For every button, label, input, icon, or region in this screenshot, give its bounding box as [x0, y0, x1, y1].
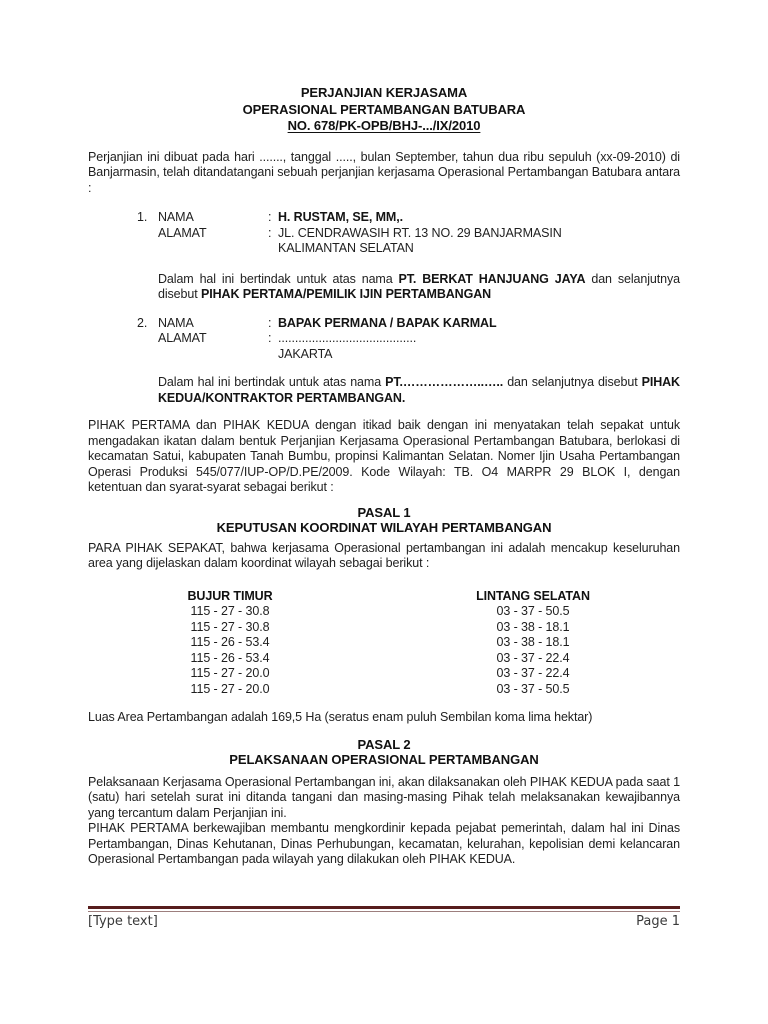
nama-colon: : [268, 315, 272, 330]
party-designation: PIHAK KEDUA/KONTRAKTOR PERTAMBANGAN. [158, 375, 680, 405]
alamat-label: ALAMAT [158, 331, 207, 345]
nama-value: BAPAK PERMANA / BAPAK KARMAL [278, 315, 497, 330]
pasal-2-heading [88, 737, 680, 768]
coord-cell: 03 - 37 - 22.4 [496, 666, 570, 680]
footer-left-text: [Type text] [88, 914, 158, 929]
pasal-1-paragraph: PARA PIHAK SEPAKAT, bahwa kerjasama Operasional pertambangan ini adalah mencakup keseluruhan area yang dijelaskan dalam koordinat wilayah sebagai berikut : [88, 540, 680, 570]
document-title [88, 85, 680, 135]
coord-cell: 03 - 38 - 18.1 [496, 635, 570, 649]
alamat-colon: : [268, 331, 272, 345]
alamat-label: ALAMAT [158, 225, 207, 240]
pasal-1-subtitle: KEPUTUSAN KOORDINAT WILAYAH PERTAMBANGAN [216, 520, 552, 535]
alamat-value [278, 226, 680, 257]
company-name: PT. BERKAT HANJUANG JAYA [398, 271, 586, 286]
alamat-colon: : [268, 225, 272, 240]
title-line-1: PERJANJIAN KERJASAMA [300, 85, 468, 100]
footer-page-number: Page 1 [636, 914, 680, 929]
title-line-2: OPERASIONAL PERTAMBANGAN BATUBARA [242, 101, 526, 117]
note-text: Dalam hal ini bertindak untuk atas nama [158, 375, 386, 389]
pasal-1-title: PASAL 1 [357, 504, 411, 520]
coord-cell: 115 - 27 - 30.8 [190, 604, 270, 618]
agreement-paragraph: PIHAK PERTAMA dan PIHAK KEDUA dengan itikad baik dengan ini menyatakan telah sepakat untuk mengadakan ikatan dalam bentuk Perjanjian Kerjasama Operasional Pertambangan Batubara, berlokasi di kecamatan Satui, kabupaten Tanah Bumbu, propinsi Kalimantan Selatan. Nomer Ijin Usaha Pertambangan Operasi Produksi 545/077/IUP-OP/D.PE/2009. Kode Wilayah: TB. O4 MARPR 29 BLOK I, dengan ketentuan dan syarat-syarat sebagai berikut : [88, 418, 680, 494]
note-text: dan selanjutnya disebut [158, 271, 680, 301]
coord-cell: 03 - 38 - 18.1 [496, 619, 570, 634]
coord-cell: 115 - 27 - 20.0 [190, 681, 270, 696]
alamat-value [278, 331, 680, 362]
nama-value: H. RUSTAM, SE, MM,. [278, 210, 403, 224]
lintang-selatan-column [433, 589, 633, 698]
party-number: 1. [137, 210, 148, 224]
pasal-2-paragraph-2: PIHAK PERTAMA berkewajiban membantu mengkordinir kepada pejabat pemerintah, dalam hal ini Dinas Pertambangan, Dinas Kehutanan, Dinas Perhubungan, kecamatan, kelurahan, kepolisian demi kelancaran Operasional Pertambangan pada wilayah yang dilakukan oleh PIHAK KEDUA. [88, 821, 680, 866]
intro-paragraph: Perjanjian ini dibuat pada hari ......., tanggal ....., bulan September, tahun dua ribu sepuluh (xx-09-2010) di Banjarmasin, telah ditandatangani sebuah perjanjian kerjasama Operasional Pertambangan Batubara antara : [88, 149, 680, 195]
party-1-note [158, 272, 680, 303]
coord-col-header-bujur: BUJUR TIMUR [187, 588, 273, 603]
alamat-line-1: JL. CENDRAWASIH RT. 13 NO. 29 BANJARMASIN [278, 225, 562, 240]
company-name: PT.………………..….. [385, 375, 504, 389]
coord-cell: 115 - 26 - 53.4 [190, 635, 270, 649]
luas-area-text: Luas Area Pertambangan adalah 169,5 Ha (seratus enam puluh Sembilan koma lima hektar) [88, 710, 593, 724]
alamat-line-2: JAKARTA [278, 346, 333, 361]
pasal-1-heading [88, 505, 680, 536]
nama-colon: : [268, 210, 272, 224]
coordinates-table [88, 589, 680, 698]
pasal-2-title: PASAL 2 [357, 736, 411, 752]
coord-cell: 03 - 37 - 22.4 [496, 650, 570, 665]
party-2-note [158, 375, 680, 406]
coord-cell: 03 - 37 - 50.5 [496, 681, 570, 696]
bujur-timur-column [130, 589, 330, 698]
note-text: dan selanjutnya disebut [503, 375, 642, 389]
party-number: 2. [137, 315, 148, 330]
footer-rule [88, 906, 680, 912]
party-item-1 [137, 210, 680, 257]
coord-col-header-lintang: LINTANG SELATAN [476, 588, 590, 603]
pasal-2-subtitle: PELAKSANAAN OPERASIONAL PERTAMBANGAN [229, 752, 539, 767]
pasal-2-paragraph-1: Pelaksanaan Kerjasama Operasional Pertambangan ini, akan dilaksanakan oleh PIHAK KEDUA pada saat 1 (satu) hari setelah surat ini ditanda tangani dan masing-masing Pihak telah melaksanakan kewajibannya yang tercantum dalam Perjanjian ini. [88, 774, 680, 820]
nama-label: NAMA [158, 315, 194, 330]
alamat-line-2: KALIMANTAN SELATAN [278, 241, 414, 255]
nama-label: NAMA [158, 210, 194, 224]
note-text: Dalam hal ini bertindak untuk atas nama [158, 271, 399, 286]
document-number: NO. 678/PK-OPB/BHJ-.../IX/2010 [287, 118, 481, 133]
coord-cell: 115 - 26 - 53.4 [190, 650, 270, 665]
alamat-line-1: ......................................... [278, 331, 417, 345]
page-footer [88, 906, 680, 930]
coord-cell: 03 - 37 - 50.5 [496, 604, 570, 618]
party-item-2 [137, 316, 680, 363]
party-designation: PIHAK PERTAMA/PEMILIK IJIN PERTAMBANGAN [200, 287, 492, 301]
coord-cell: 115 - 27 - 30.8 [190, 619, 270, 634]
coord-cell: 115 - 27 - 20.0 [190, 666, 270, 680]
